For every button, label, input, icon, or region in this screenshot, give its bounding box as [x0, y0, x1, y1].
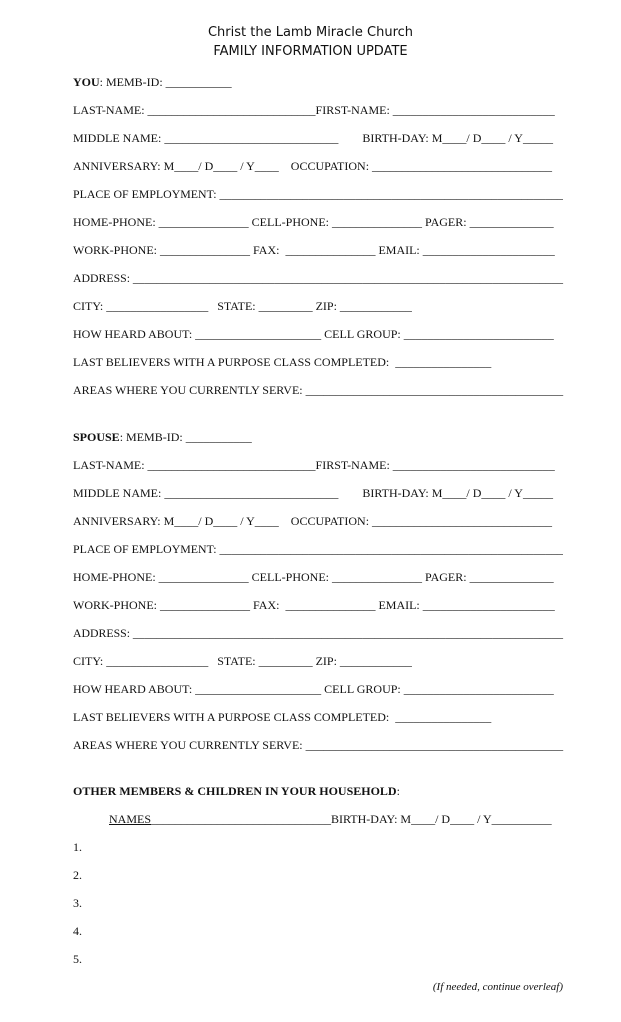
spouse-label: SPOUSE: [73, 430, 120, 444]
continue-overleaf-note: (If needed, continue overleaf): [432, 981, 563, 993]
spouse-memb-id-row: [73, 430, 252, 445]
form-title: FAMILY INFORMATION UPDATE: [213, 44, 408, 59]
household-item-3[interactable]: 3.: [73, 896, 82, 910]
household-heading: OTHER MEMBERS & CHILDREN IN YOUR HOUSEHOLD: [73, 784, 397, 798]
household-heading-row: [73, 784, 400, 799]
you-serve-row[interactable]: AREAS WHERE YOU CURRENTLY SERVE: ___________________________________________: [73, 383, 564, 397]
you-memb-id-field[interactable]: : MEMB-ID: ___________: [99, 75, 232, 89]
spouse-address-row[interactable]: ADDRESS: _________________________________________________________________________: [73, 626, 564, 640]
household-item-1[interactable]: 1.: [73, 840, 82, 854]
household-item-5[interactable]: 5.: [73, 952, 82, 966]
spouse-phones-row[interactable]: HOME-PHONE: _______________ CELL-PHONE: _______________ PAGER: ______________: [73, 570, 554, 584]
spouse-employment-row[interactable]: PLACE OF EMPLOYMENT: __________________________________________________________: [73, 542, 563, 556]
names-birthday-fill[interactable]: ______________________________BIRTH-DAY: M____/ D____ / Y__________: [151, 812, 552, 826]
spouse-heard-cell-row[interactable]: HOW HEARD ABOUT: _____________________ CELL GROUP: _________________________: [73, 682, 554, 696]
you-phones-row[interactable]: HOME-PHONE: _______________ CELL-PHONE: _______________ PAGER: ______________: [73, 215, 554, 229]
you-city-state-zip-row[interactable]: CITY: _________________ STATE: _________ ZIP: ____________: [73, 299, 412, 313]
spouse-anniversary-occupation-row[interactable]: ANNIVERSARY: M____/ D____ / Y____ OCCUPATION: ______________________________: [73, 514, 553, 528]
you-anniversary-occupation-row[interactable]: ANNIVERSARY: M____/ D____ / Y____ OCCUPATION: ______________________________: [73, 159, 553, 173]
spouse-city-state-zip-row[interactable]: CITY: _________________ STATE: _________ ZIP: ____________: [73, 654, 412, 668]
you-heard-cell-row[interactable]: HOW HEARD ABOUT: _____________________ CELL GROUP: _________________________: [73, 327, 554, 341]
you-work-fax-email-row[interactable]: WORK-PHONE: _______________ FAX: _______________ EMAIL: ______________________: [73, 243, 555, 257]
you-names-row[interactable]: LAST-NAME: ____________________________FIRST-NAME: ___________________________: [73, 103, 555, 117]
household-columns-row: [109, 812, 552, 827]
household-item-2[interactable]: 2.: [73, 868, 82, 882]
spouse-names-row[interactable]: LAST-NAME: ____________________________FIRST-NAME: ___________________________: [73, 458, 555, 472]
you-employment-row[interactable]: PLACE OF EMPLOYMENT: __________________________________________________________: [73, 187, 563, 201]
household-heading-suffix: :: [396, 784, 400, 798]
you-class-row[interactable]: LAST BELIEVERS WITH A PURPOSE CLASS COMPLETED: ________________: [73, 355, 492, 369]
you-memb-id-row: [73, 75, 232, 90]
spouse-class-row[interactable]: LAST BELIEVERS WITH A PURPOSE CLASS COMPLETED: ________________: [73, 710, 492, 724]
names-column-header: NAMES: [109, 812, 152, 826]
you-label: YOU: [73, 75, 100, 89]
spouse-work-fax-email-row[interactable]: WORK-PHONE: _______________ FAX: _______________ EMAIL: ______________________: [73, 598, 555, 612]
you-middle-birthday-row[interactable]: MIDDLE NAME: _____________________________ BIRTH-DAY: M____/ D____ / Y_____: [73, 131, 553, 145]
household-item-4[interactable]: 4.: [73, 924, 82, 938]
church-name: Christ the Lamb Miracle Church: [207, 25, 414, 40]
spouse-serve-row[interactable]: AREAS WHERE YOU CURRENTLY SERVE: ___________________________________________: [73, 738, 564, 752]
you-address-row[interactable]: ADDRESS: _________________________________________________________________________: [73, 271, 564, 285]
spouse-memb-id-field[interactable]: : MEMB-ID: ___________: [119, 430, 252, 444]
spouse-middle-birthday-row[interactable]: MIDDLE NAME: _____________________________ BIRTH-DAY: M____/ D____ / Y_____: [73, 486, 553, 500]
